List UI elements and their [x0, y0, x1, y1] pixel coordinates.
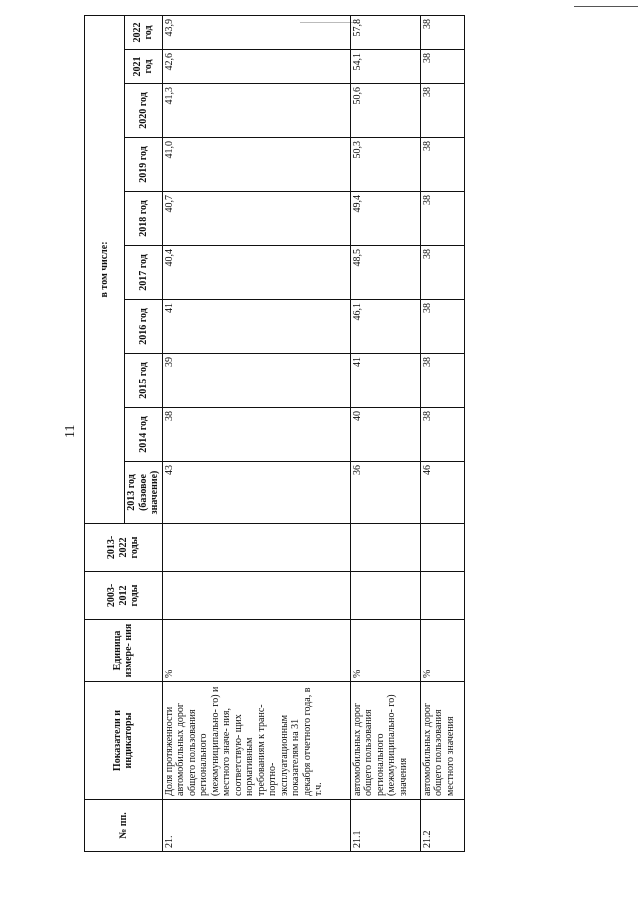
- header-2003-2012: 2003- 2012 годы: [85, 572, 163, 620]
- page-number: 11: [63, 424, 78, 438]
- row-value: 38: [420, 84, 464, 138]
- row-value: 43: [162, 462, 350, 524]
- row-value: 38: [420, 246, 464, 300]
- row-value: 38: [420, 300, 464, 354]
- header-year: 2016 год: [125, 300, 163, 354]
- row-value: 38: [162, 408, 350, 462]
- header-year: 2014 год: [125, 408, 163, 462]
- row-value: 57,8: [350, 15, 420, 49]
- row-num: 21.2: [420, 800, 464, 852]
- header-year: 2019 год: [125, 138, 163, 192]
- row-indicator: автомобильных дорог общего пользования местного значения: [420, 682, 464, 800]
- row-num: 21.1: [350, 800, 420, 852]
- header-indicator: Показатели и индикаторы: [85, 682, 163, 800]
- row-unit: %: [162, 620, 350, 682]
- row-value: 36: [350, 462, 420, 524]
- row-2013-2022: [162, 524, 350, 572]
- row-value: 40: [350, 408, 420, 462]
- table-row: [420, 15, 464, 851]
- row-value: 54,1: [350, 50, 420, 84]
- row-indicator: автомобильных дорог общего пользования регионального (межмуниципально- го) значения: [350, 682, 420, 800]
- header-year: 2021 год: [125, 50, 163, 84]
- row-2003-2012: [350, 572, 420, 620]
- row-unit: %: [420, 620, 464, 682]
- row-value: 40,4: [162, 246, 350, 300]
- row-value: 38: [420, 15, 464, 49]
- row-value: 39: [162, 354, 350, 408]
- header-including: в том числе:: [85, 15, 125, 523]
- row-unit: %: [350, 620, 420, 682]
- row-num: 21.: [162, 800, 350, 852]
- row-value: 40,7: [162, 192, 350, 246]
- row-value: 41,0: [162, 138, 350, 192]
- scan-edge-mark: [574, 6, 638, 7]
- row-value: 42,6: [162, 50, 350, 84]
- row-value: 38: [420, 138, 464, 192]
- row-2013-2022: [350, 524, 420, 572]
- row-value: 38: [420, 408, 464, 462]
- row-value: 38: [420, 192, 464, 246]
- row-2013-2022: [420, 524, 464, 572]
- header-num: № пп.: [85, 800, 163, 852]
- header-year: 2015 год: [125, 354, 163, 408]
- row-value: 50,3: [350, 138, 420, 192]
- row-2003-2012: [420, 572, 464, 620]
- row-value: 41: [350, 354, 420, 408]
- indicators-table: [84, 15, 465, 852]
- header-year: 2018 год: [125, 192, 163, 246]
- row-value: 48,5: [350, 246, 420, 300]
- header-year: 2020 год: [125, 84, 163, 138]
- row-value: 43,9: [162, 15, 350, 49]
- row-value: 38: [420, 354, 464, 408]
- row-value: 38: [420, 50, 464, 84]
- header-year: 2017 год: [125, 246, 163, 300]
- row-indicator: Доля протяженности автомобильных дорог общего пользования регионального (межмуниципально- го) и местного значе- ния, соответствую- щих нормативным требованиям к транс- портно- эксплуатационным показателям на 31 декабря отчетного года, в т.ч.: [162, 682, 350, 800]
- table-row: [162, 15, 350, 851]
- header-unit: Единица измере- ния: [85, 620, 163, 682]
- indicators-table-container: [84, 18, 456, 852]
- row-value: 50,6: [350, 84, 420, 138]
- row-value: 41: [162, 300, 350, 354]
- row-2003-2012: [162, 572, 350, 620]
- row-value: 46,1: [350, 300, 420, 354]
- row-value: 41,3: [162, 84, 350, 138]
- table-row: [350, 15, 420, 851]
- row-value: 49,4: [350, 192, 420, 246]
- header-2013-2022: 2013- 2022 годы: [85, 524, 163, 572]
- row-value: 46: [420, 462, 464, 524]
- header-year: 2022 год: [125, 15, 163, 49]
- header-year: 2013 год (базовое значение): [125, 462, 163, 524]
